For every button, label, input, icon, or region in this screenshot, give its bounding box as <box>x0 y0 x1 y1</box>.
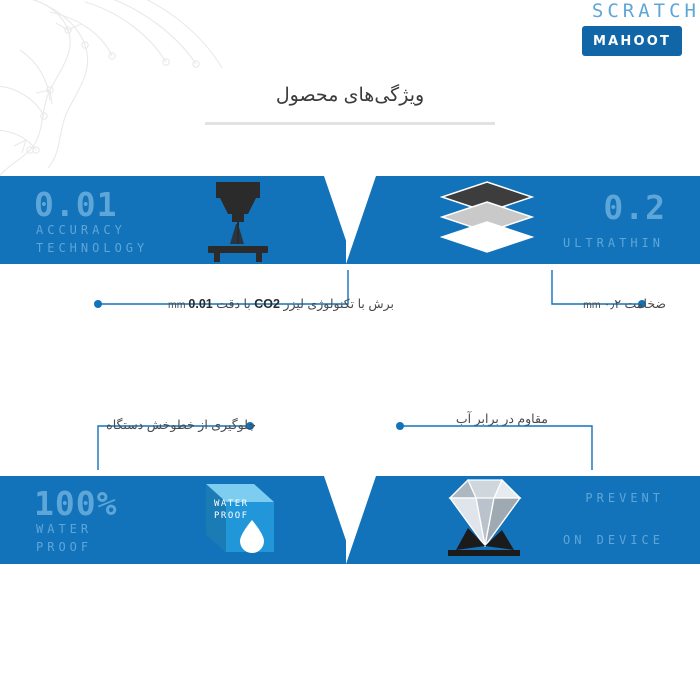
waterproof-callout: مقاوم در برابر آب <box>455 412 548 426</box>
ultrathin-value: 0.2 <box>603 188 666 227</box>
title-divider <box>205 122 495 125</box>
banner-notch <box>346 176 376 264</box>
layers-icon <box>432 180 542 264</box>
ultrathin-label: ULTRATHIN <box>562 236 664 250</box>
waterproof-value: 100% <box>34 484 118 523</box>
diamond-icon <box>428 472 538 568</box>
antiscratch-value: SCRATCH <box>591 0 700 22</box>
antiscratch-sublabel: ON DEVICE <box>562 533 664 547</box>
waterproof-label: WATER <box>36 522 93 536</box>
page-title: ویژگی‌های محصول <box>275 85 425 106</box>
connector-antiscratch <box>392 412 622 482</box>
banner-notch <box>346 476 376 564</box>
waterproof-badge-line1: WATER <box>214 499 249 509</box>
water-proof-box-icon <box>178 472 282 568</box>
ultrathin-callout: ضخامت ۰٫۲ mm <box>583 297 666 311</box>
antiscratch-callout: جلوگیری از خطوخش دستگاه <box>106 418 256 432</box>
accuracy-value: 0.01 <box>34 185 118 224</box>
laser-cutter-icon <box>198 178 278 264</box>
connector-ultrathin <box>430 262 650 322</box>
accuracy-callout: برش با تکنولوژی لیزر CO2 با دقت 0.01 mm <box>167 297 394 311</box>
accuracy-sublabel: TECHNOLOGY <box>36 241 149 255</box>
brand-logo <box>582 26 682 56</box>
brand-logo-text: MAHOOT <box>592 33 672 49</box>
antiscratch-label: PREVENT <box>585 491 664 505</box>
waterproof-sublabel: PROOF <box>36 540 93 554</box>
accuracy-label: ACCURACY <box>36 223 126 237</box>
connector-accuracy <box>90 262 390 322</box>
waterproof-badge-line2: PROOF <box>214 511 249 521</box>
